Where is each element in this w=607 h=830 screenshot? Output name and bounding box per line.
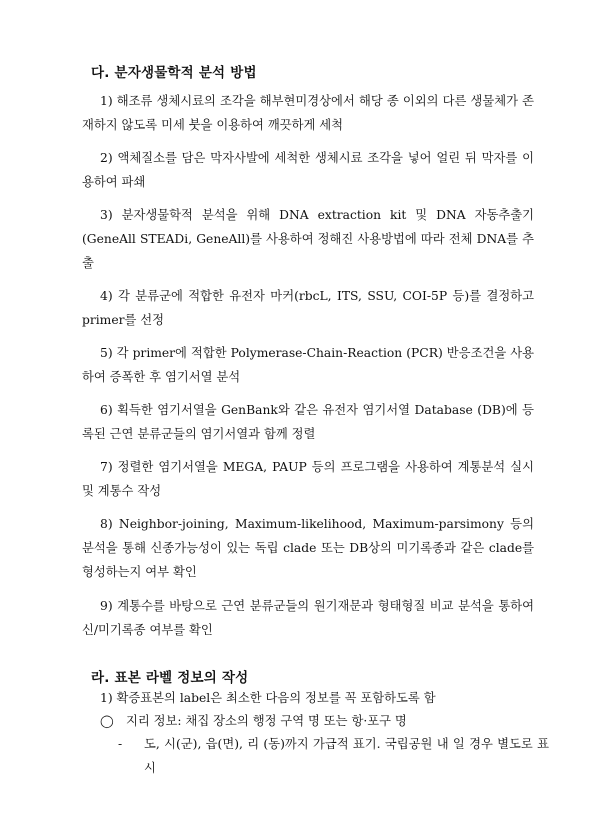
dash-bullet: - <box>118 737 123 751</box>
label-intro: 1) 확증표본의 label은 최소한 다음의 정보를 꼭 포함하도록 함 <box>100 691 436 705</box>
circle-bullet: ◯ <box>100 714 114 728</box>
section-title-ra: 라. 표본 라벨 정보의 작성 <box>91 670 249 686</box>
step-4: 4) 각 분류군에 적합한 유전자 마커(rbcL, ITS, SSU, COI-5P 등)를 결정하고 primer를 선정 <box>82 289 534 327</box>
step-6: 6) 획득한 염기서열을 GenBank와 같은 유전자 염기서열 Database (DB)에 등록된 근연 분류군들의 염기서열과 함께 정렬 <box>82 403 534 441</box>
step-8: 8) Neighbor-joining, Maximum-likelihood, Maximum-parsimony 등의 분석을 통해 신종가능성이 있는 독립 clade 또는 DB상의 미기록종과 같은 clade를 형성하는지 여부 확인 <box>82 517 534 579</box>
step-1: 1) 해조류 생체시료의 조각을 해부현미경상에서 해당 종 이외의 다른 생물체가 존재하지 않도록 미세 붓을 이용하여 깨끗하게 세척 <box>82 94 534 132</box>
step-3: 3) 분자생물학적 분석을 위해 DNA extraction kit 및 DNA 자동추출기(GeneAll STEADi, GeneAll)를 사용하여 정해진 사용방법에 따라 전체 DNA를 추출 <box>82 208 534 270</box>
document-page: 다. 분자생물학적 분석 방법 1) 해조류 생체시료의 조각을 해부현미경상에서 해당 종 이외의 다른 생물체가 존재하지 않도록 미세 붓을 이용하여 깨끗하게 세척 2) 액체질소를 담은 막자사발에 세척한 생체시료 조각을 넣어 얼린 뒤 막자를 이용하여 파쇄 3) 분자생물학적 분석을 위해 DNA extraction kit 및 DNA 자동추출기(GeneAll STEADi, GeneAll)를 사용하여 정해진 사용방법에 따라 전체 DNA를 추출 4) 각 분류군에 적합한 유전자 마커(rbcL, ITS, SSU, COI-5P 등)를 결정하고 primer를 선정 5) 각 primer에 적합한 Polymerase-Chain-Reaction (PCR) 반응조건을 사용하여 증폭한 후 염기서열 분석 6) 획득한 염기서열을 GenBank와 같은 유전자 염기서열 Database (DB)에 등록된 근연 분류군들의 염기서열과 함께 정렬 7) 정렬한 염기서열을 MEGA, PAUP 등의 프로그램을 사용하여 계통분석 실시 및 계통수 작성 8) Neighbor-joining, Maximum-likelihood, Maximum-parsimony 등의 분석을 통해 신종가능성이 있는 독립 clade 또는 DB상의 미기록종과 같은 clade를 형성하는지 여부 확인 9) 계통수를 바탕으로 근연 분류군들의 원기재문과 형태형질 비교 분석을 통하여 신/미기록종 여부를 확인 라. 표본 라벨 정보의 작성 1) 확증표본의 label은 최소한 다음의 정보를 꼭 포함하도록 함 ◯ 지리 정보: 채집 장소의 행정 구역 명 또는 항·포구 명 - 도, 시(군), 읍(면), 리 (동)까지 가급적 표기. 국립공원 내 일 경우 별도로 표시 <box>0 0 607 830</box>
step-2: 2) 액체질소를 담은 막자사발에 세척한 생체시료 조각을 넣어 얼린 뒤 막자를 이용하여 파쇄 <box>82 151 534 189</box>
step-7: 7) 정렬한 염기서열을 MEGA, PAUP 등의 프로그램을 사용하여 계통분석 실시 및 계통수 작성 <box>82 460 534 498</box>
step-9: 9) 계통수를 바탕으로 근연 분류군들의 원기재문과 형태형질 비교 분석을 통하여 신/미기록종 여부를 확인 <box>82 599 534 637</box>
step-5: 5) 각 primer에 적합한 Polymerase-Chain-Reaction (PCR) 반응조건을 사용하여 증폭한 후 염기서열 분석 <box>82 346 534 384</box>
section-title-da: 다. 분자생물학적 분석 방법 <box>91 65 257 81</box>
